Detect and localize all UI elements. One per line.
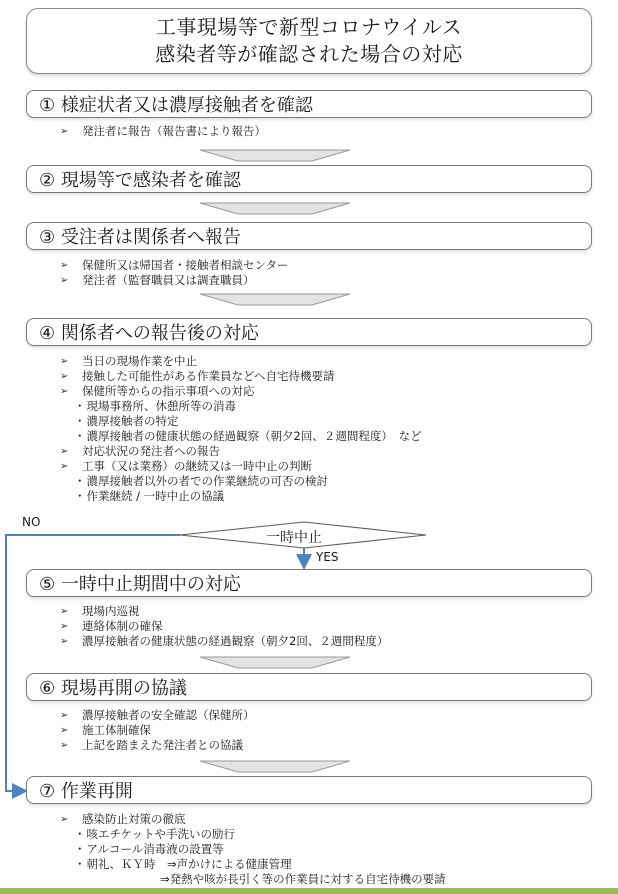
bullet-item: ➢ 上記を踏まえた発注者との協議: [60, 738, 243, 752]
sub-item: ・ アルコール消毒液の設置等: [60, 842, 446, 857]
title-line-2: 感染者等が確認された場合の対応: [155, 42, 463, 66]
arrow-bullet-icon: ➢: [60, 725, 69, 736]
step-4-box: [26, 318, 592, 346]
step-7-label: ⑦ 作業再開: [39, 781, 133, 802]
step-3-label: ③ 受注者は関係者へ報告: [39, 227, 241, 248]
step-3-box: [26, 222, 592, 250]
bullet-item: ➢ 施工体制確保: [60, 723, 151, 737]
bullet-item: ➢ 工事（又は業務）の継続又は一時中止の判断: [60, 459, 312, 473]
bullet-item: ➢ 連絡体制の確保: [60, 619, 163, 633]
arrow-bullet-icon: ➢: [60, 606, 69, 617]
bullet-item: ➢ 当日の現場作業を中止: [60, 354, 197, 368]
continuation-line: ⇒発熱や咳が長引く等の作業員に対する自宅待機の要請: [160, 872, 446, 886]
sub-item: ・ 現場事務所、休憩所等の消毒: [60, 399, 422, 414]
yes-label: YES: [316, 550, 339, 564]
arrow-bullet-icon: ➢: [60, 356, 69, 367]
bullet-item: ➢ 発注者（監督職員又は調査職員）: [60, 273, 255, 287]
bullet-item: ➢ 発注者に報告（報告書により報告）: [60, 124, 266, 138]
title-line-1: 工事現場等で新型コロナウイルス: [155, 15, 463, 39]
sub-item: ・ 濃厚接触者の健康状態の経過観察（朝夕2回、２週間程度） など: [60, 429, 422, 444]
arrow-bullet-icon: ➢: [60, 260, 69, 271]
down-arrow-5: [200, 657, 350, 668]
down-arrow-1: [200, 150, 350, 161]
step-5-label: ⑤ 一時中止期間中の対応: [39, 574, 241, 595]
step-6-label: ⑥ 現場再開の協議: [39, 678, 187, 699]
decision-label: 一時中止: [266, 530, 322, 546]
step-1-label: ① 様症状者又は濃厚接触者を確認: [39, 95, 313, 116]
bullet-item: ➢ 保健所等からの指示事項への対応: [60, 384, 255, 398]
step-2-label: ② 現場等で感染者を確認: [39, 170, 241, 191]
bullet-item: ➢ 感染防止対策の徹底: [60, 812, 186, 826]
step-2-box: [26, 165, 592, 193]
arrow-bullet-icon: ➢: [60, 740, 69, 751]
arrow-bullet-icon: ➢: [60, 446, 69, 457]
arrow-bullet-icon: ➢: [60, 461, 69, 472]
step-6-box: [26, 673, 592, 701]
arrow-bullet-icon: ➢: [60, 275, 69, 286]
step-4-label: ④ 関係者への報告後の対応: [39, 323, 259, 344]
down-arrow-2: [200, 203, 350, 214]
step-5-bullets: [60, 604, 388, 649]
bullet-item: ➢ 対応状況の発注者への報告: [60, 444, 220, 458]
sub-item: ・ 朝礼、ＫＹ時 ⇒声かけによる健康管理: [60, 857, 446, 872]
bullet-item: ➢ 現場内巡視: [60, 604, 140, 618]
sub-item: ・ 濃厚接触者以外の者での作業継続の可否の検討: [60, 474, 422, 489]
arrow-bullet-icon: ➢: [60, 126, 69, 137]
sub-item: ・ 咳エチケットや手洗いの励行: [60, 827, 446, 842]
step-1-bullets: [60, 124, 266, 139]
bullet-item: ➢ 濃厚接触者の安全確認（保健所）: [60, 708, 255, 722]
sub-item: ・ 濃厚接触者の特定: [60, 414, 422, 429]
no-label: NO: [22, 515, 41, 529]
step-6-bullets: [60, 708, 255, 753]
arrow-bullet-icon: ➢: [60, 621, 69, 632]
step-5-box: [26, 569, 592, 597]
down-arrow-6: [200, 761, 350, 772]
arrow-bullet-icon: ➢: [60, 371, 69, 382]
arrow-bullet-icon: ➢: [60, 814, 69, 825]
down-arrow-3: [200, 294, 350, 305]
step-7-bullets: [60, 812, 446, 887]
bottom-bar: [0, 888, 618, 894]
bullet-item: ➢ 濃厚接触者の健康状態の経過観察（朝夕2回、２週間程度）: [60, 634, 389, 648]
step-3-bullets: [60, 258, 289, 288]
arrow-bullet-icon: ➢: [60, 710, 69, 721]
arrow-bullet-icon: ➢: [60, 386, 69, 397]
bullet-item: ➢ 保健所又は帰国者・接触者相談センター: [60, 258, 289, 272]
step-1-box: [26, 90, 592, 118]
sub-item: ・ 作業継続 / 一時中止の協議: [60, 489, 422, 504]
bullet-item: ➢ 接触した可能性がある作業員などへ自宅待機要請: [60, 369, 335, 383]
arrow-bullet-icon: ➢: [60, 636, 69, 647]
step-4-bullets: [60, 354, 422, 504]
step-7-box: [26, 776, 592, 804]
